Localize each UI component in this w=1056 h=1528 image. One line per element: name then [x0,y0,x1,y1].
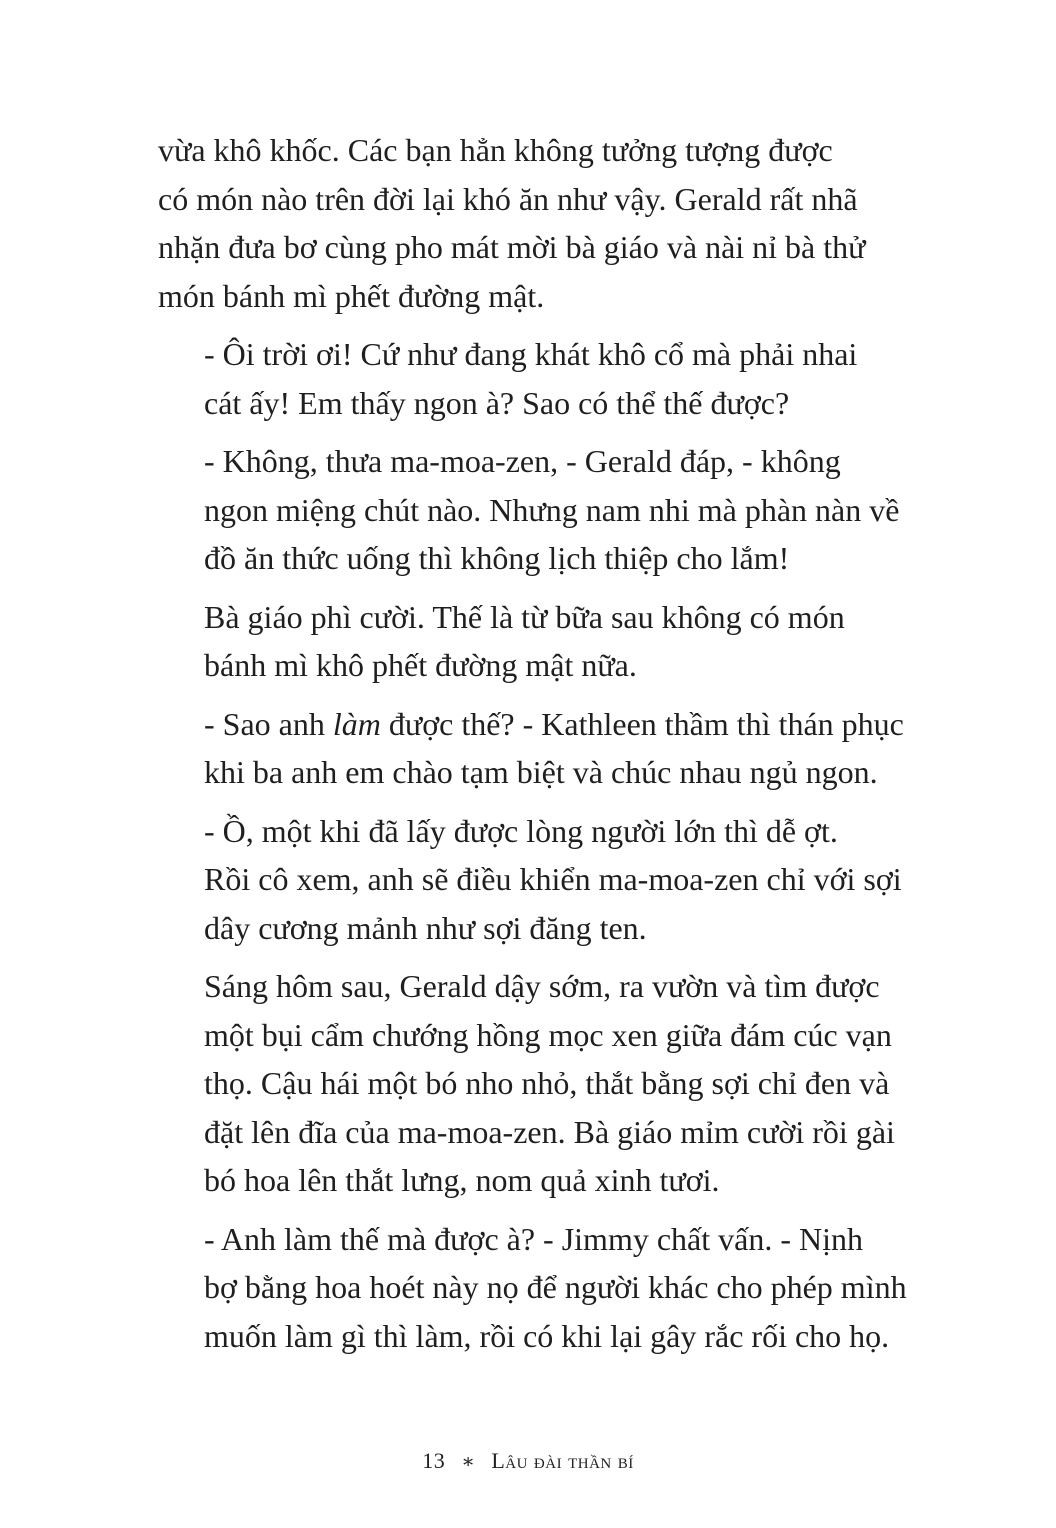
text-line [158,700,922,749]
text-line: muốn làm gì thì làm, rồi có khi lại gây rắc rối cho họ. [204,1317,890,1354]
text-line: bợ bằng hoa hoét này nọ để người khác cho phép mình [204,1269,907,1305]
italic-word: làm [332,705,381,742]
page-number: 13 [422,1448,446,1473]
text-line: bánh mì khô phết đường mật nữa. [204,647,637,683]
text-line: một bụi cẩm chướng hồng mọc xen giữa đám cúc vạn [204,1016,892,1053]
text-line: nhặn đưa bơ cùng pho mát mời bà giáo và nài nỉ bà thử [158,229,866,265]
text-line: - Ồ, một khi đã lấy được lòng người lớn thì dễ ợt. [204,812,838,849]
paragraph-2 [158,330,922,427]
text-segment: được thế? - Kathleen thầm thì thán phục [380,705,904,742]
text-segment: - Sao anh [204,705,333,742]
text-line: - Ôi trời ơi! Cứ như đang khát khô cổ mà phải nhai [204,336,858,372]
text-line: dây cương mảnh như sợi đăng ten. [204,909,647,946]
text-line: đặt lên đĩa của ma-moa-zen. Bà giáo mỉm cười rồi gài [204,1113,895,1150]
paragraph-3 [158,437,922,583]
book-title: Lâu đài thần bí [491,1448,634,1473]
paragraph-1 [158,126,922,320]
text-line: bó hoa lên thắt lưng, nom quả xinh tươi. [204,1162,720,1198]
paragraph-8 [158,1215,922,1361]
text-line: thọ. Cậu hái một bó nho nhỏ, thắt bằng sợi chỉ đen và [204,1065,890,1101]
text-line: có món nào trên đời lại khó ăn như vậy. Gerald rất nhã [158,180,858,217]
text-line: ngon miệng chút nào. Nhưng nam nhi mà phàn nàn về [204,491,900,528]
text-line: - Không, thưa ma-moa-zen, - Gerald đáp, - không [204,443,841,479]
paragraph-6 [158,807,922,953]
separator-icon: ∗ [461,1451,476,1473]
text-line: khi ba anh em chào tạm biệt và chúc nhau ngủ ngon. [204,754,878,790]
page-body [158,126,922,1370]
text-line: cát ấy! Em thấy ngon à? Sao có thể thế được? [204,384,790,421]
text-line: - Anh làm thế mà được à? - Jimmy chất vấn. - Nịnh [204,1220,863,1257]
text-line: Bà giáo phì cười. Thế là từ bữa sau không có món [204,598,845,635]
paragraph-4 [158,593,922,690]
text-line: vừa khô khốc. Các bạn hẳn không tưởng tượng được [158,132,833,168]
text-line: món bánh mì phết đường mật. [158,277,545,314]
text-line: đồ ăn thức uống thì không lịch thiệp cho lắm! [204,540,790,576]
text-line: Rồi cô xem, anh sẽ điều khiển ma-moa-zen chỉ với sợi [204,861,902,897]
paragraph-7 [158,962,922,1205]
page-footer [0,1448,1056,1474]
text-line: Sáng hôm sau, Gerald dậy sớm, ra vườn và tìm được [204,968,880,1004]
paragraph-5 [158,700,922,797]
